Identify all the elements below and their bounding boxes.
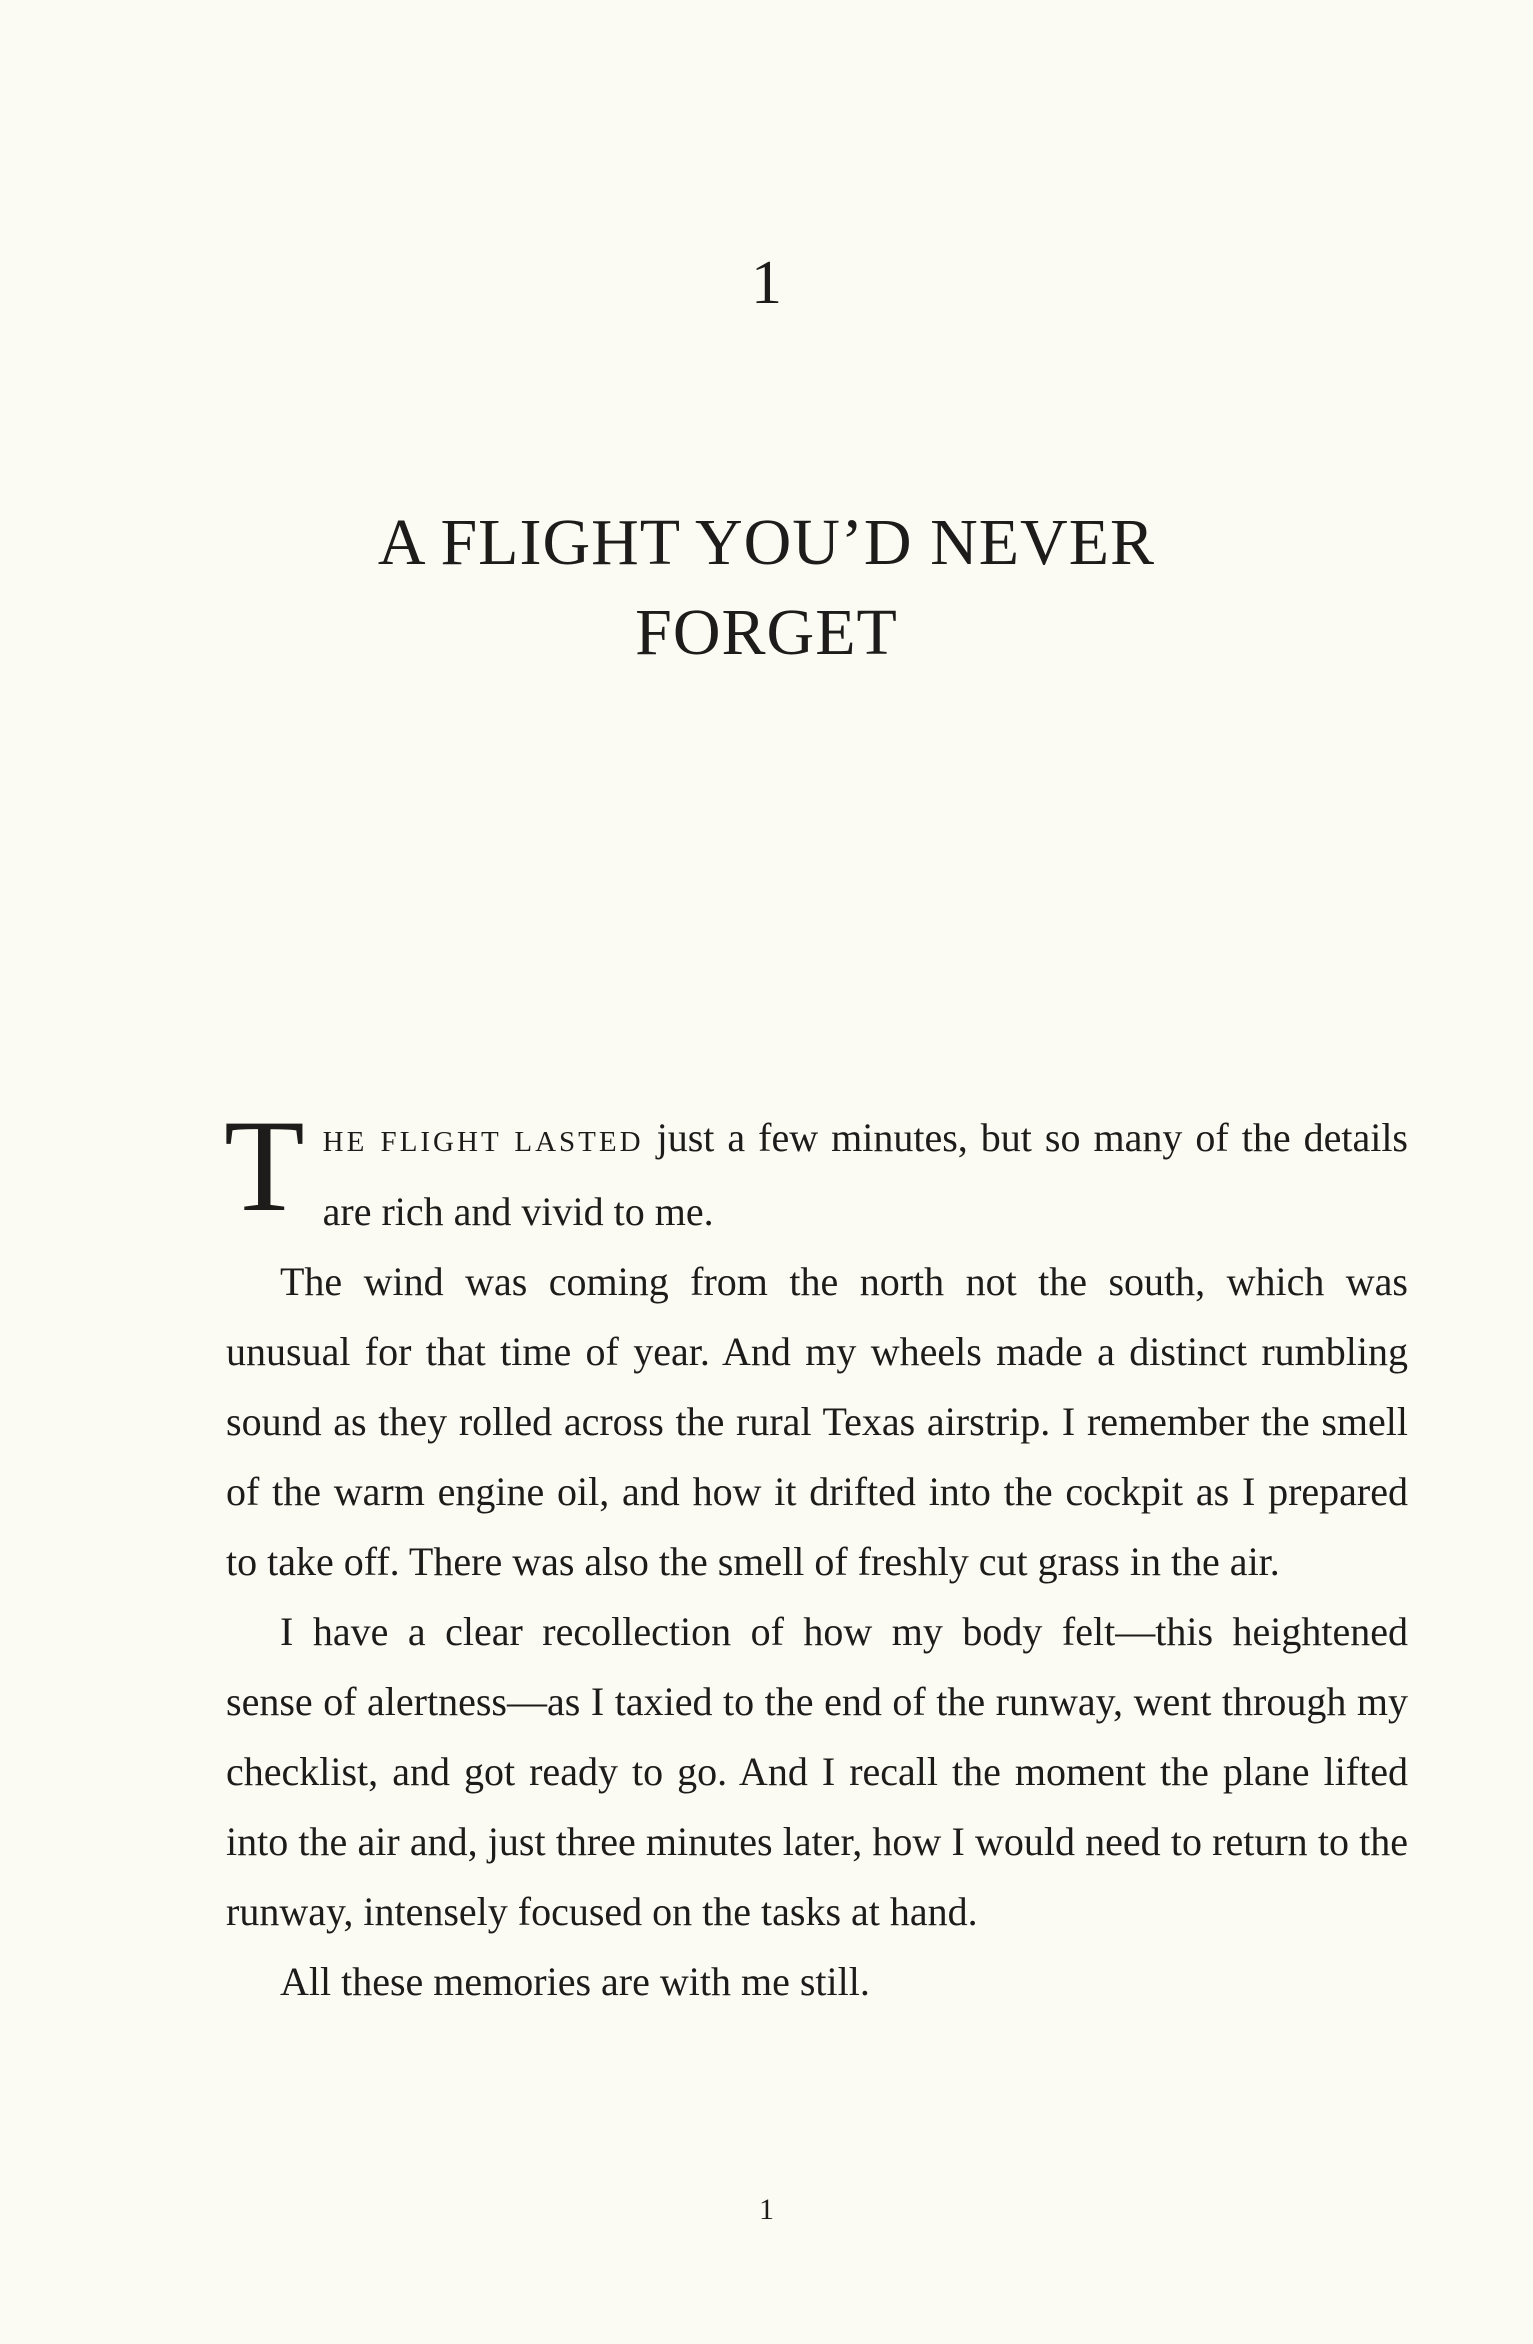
paragraph-4: All these memories are with me still. (280, 1959, 870, 2004)
chapter-number: 1 (751, 249, 782, 317)
paragraph-2: The wind was coming from the north not the south, which was unusual for that time of year. And my wheels made a distinct rumbling sound as they rolled across the rural Texas airstrip. I remember the smell of the warm engine oil, and how it drifted into the cockpit as I prepared to take off. There was also the smell of freshly cut grass in the air. (226, 1259, 1408, 1584)
drop-cap: T (224, 1092, 305, 1239)
chapter-title: A FLIGHT YOU’D NEVER FORGET (377, 506, 1156, 669)
paragraph-1-text: just a few minutes, but so many of the details are rich and vivid to me. (322, 1115, 1408, 1234)
paragraph-3: I have a clear recollection of how my body felt—this heightened sense of alertness—as I taxied to the end of the runway, went through my checklist, and got ready to go. And I recall the moment the plane lifted into the air and, just three minutes later, how I would need to return to the runway, intensely focused on the tasks at hand. (226, 1609, 1408, 1934)
paragraph-1 (224, 1092, 1408, 1247)
page-number: 1 (759, 2193, 774, 2226)
chapter-body (224, 1092, 1408, 2017)
lead-in-small-caps: HE FLIGHT LASTED (322, 1126, 644, 1158)
